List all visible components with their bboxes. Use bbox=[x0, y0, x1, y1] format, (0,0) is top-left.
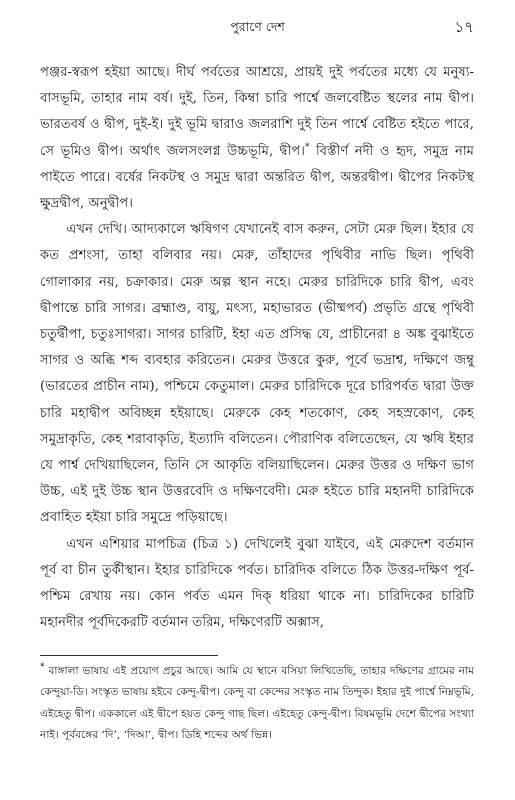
page-number: ১৭ bbox=[454, 18, 474, 36]
paragraph-1-text-continued: বিস্তীর্ণ নদী ও হৃদ, সমুদ্র নাম পাইতে পারে। বর্ষের নিকটস্থ ও সমুদ্র দ্বারা অন্তরিত দ্বীপ, অন্তরদ্বীপ। দ্বীপের নিকটস্থ ক্ষুদ্রদ্বীপ, অনুদ্বীপ। bbox=[40, 143, 474, 212]
paragraph-1 bbox=[40, 60, 474, 217]
paragraph-3: এখন এশিয়ার মাপচিত্র (চিত্র ১) দেখিলেই বুঝা যাইবে, এই মেরুদেশ বর্তমান পূর্ব বা চীন তুর্কীস্থান। ইহার চারিদিকে পর্বত। চারিদিক বলিতে ঠিক উত্তর-দক্ষিণ পূর্ব-পশ্চিম রেখায় নয়। কোন পর্বত এমন দিক্ ধরিয়া থাকে না। চারিদিকের চারিটি মহানদীর পূর্বদিকেরটি বর্তমান তরিম, দক্ষিণেরটি অক্সাস, bbox=[40, 536, 474, 631]
footnote-divider bbox=[40, 655, 218, 656]
footnote-paragraph bbox=[40, 661, 474, 747]
footnote bbox=[40, 661, 474, 747]
footnote-marker: * bbox=[40, 662, 45, 673]
paragraph-2: এখন দেখি। আদ্যকালে ঋষিগণ যেখানেই বাস করুন, সেটা মেরু ছিল। ইহার যে কত প্রশংসা, তাহা বলিবার নয়। মেরু, তাঁহাদের পৃথিবীর নাভি ছিল। পৃথিবী গোলাকার নয়, চক্রাকার। মেরু অল্প স্থান নহে। মেরুর চারিদিকে চারি দ্বীপ, এবং দ্বীপান্তে চারি সাগর। ব্রহ্মাণ্ড, বায়ু, মৎস্য, মহাভারত (ভীষ্মপর্ব) প্রভৃতি গ্রন্থে পৃথিবী চতুর্দ্বীপা, চতুঃসাগরা। সাগর চারিটি, ইহা এত প্রসিদ্ধ যে, প্রাচীনেরা ৪ অঙ্ক বুঝাইতে সাগর ও অব্ধি শব্দ ব্যবহার করিতেন। মেরুর উত্তরে কুরু, পূর্বে ভদ্রাশ্ব, দক্ষিণে জম্বু (ভারতের প্রাচীন নাম), পশ্চিমে কেতুমাল। মেরুর চারিদিকে দূরে চারিপর্বত দ্বারা উক্ত চারি মহাদ্বীপ অবিচ্ছন্ন হইয়াছে। মেরুকে কেহ শতকোণ, কেহ সহস্রকোণ, কেহ সমুদ্রাকৃতি, কেহ শরাবাকৃতি, ইত্যাদি বলিতেন। পৌরাণিক বলিতেছেন, যে ঋষি ইহার যে পার্শ্ব দেখিয়াছিলেন, তিনি সে আকৃতি বলিয়াছিলেন। মেরুর উত্তর ও দক্ষিণ ভাগ উচ্চ, এই দুই উচ্চ স্থান উত্তরবেদি ও দক্ষিণবেদী। মেরু হইতে চারি মহানদী চারিদিকে প্রবাহিত হইয়া চারি সমুদ্রে পড়িয়াছে। bbox=[40, 222, 474, 526]
running-title: পুরাণে দেশ bbox=[230, 19, 285, 34]
footnote-text: বাঙ্গালা ভাষায় এই প্রয়োগ প্রচুর আছে। আমি যে স্থানে বসিয়া লিখিতেছি, তাহার দক্ষিণের গ্রামের নাম কেন্দুয়া-ডি। সংস্কৃত ভাষায় হইবে কেন্দু-দ্বীপ। কেন্দু বা কেন্দের সংস্কৃত নাম তিন্দুক। ইহার দুই পার্শ্বে নিম্নভূমি, এইহেতু দ্বীপ। এককালে এই দ্বীপে হয়ত কেন্দু গাছ ছিল। এইহেতু কেন্দু-দ্বীপ। বিষমভূমি দেশে দ্বীপের সংখ্যা নাই। পূর্ববঙ্গের ‘দি’, ‘দিআ’, দ্বীপ। ডিহি শব্দের অর্থ ভিন্ন। bbox=[40, 665, 474, 742]
body-text bbox=[40, 60, 474, 636]
footnote-reference-marker: * bbox=[304, 142, 310, 153]
paragraph-1-text: পঞ্জর-স্বরূপ হইয়া আছে। দীর্ঘ পর্বতের আশ্রয়ে, প্রায়ই দুই পর্বতের মধ্যে যে মনুষ্য-বাসভূমি, তাহার নাম বর্ষ। দুই, তিন, কিম্বা চারি পার্শ্বে জলবেষ্টিত স্থলের নাম দ্বীপ। ভারতবর্ষ ও দ্বীপ, দুই-ই। দুই ভূমি দ্বারাও জলরাশি দুই তিন পার্শ্বে বেষ্টিত হইতে পারে, সে ভূমিও দ্বীপ। অর্থাৎ জলসংলগ্ন উচ্চভূমি, দ্বীপ। bbox=[40, 65, 474, 159]
